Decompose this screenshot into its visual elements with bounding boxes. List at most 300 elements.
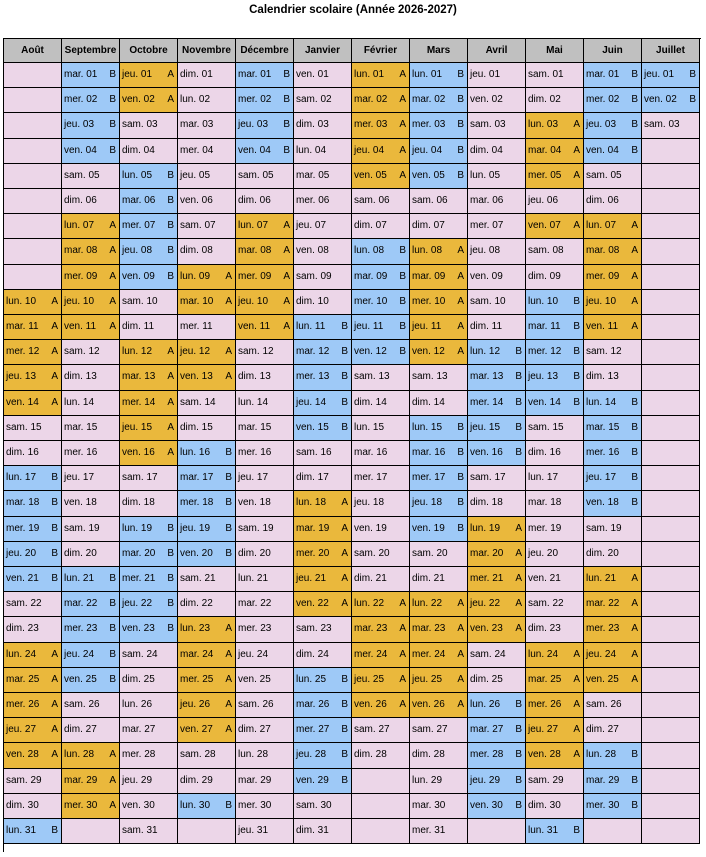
day-label: mer. 02 [586,94,620,106]
day-label: mar. 05 [296,169,330,181]
day-cell [410,466,468,491]
day-label: mar. 18 [6,497,40,509]
day-label: jeu. 08 [470,245,501,257]
day-cell [526,315,584,340]
zone-badge: A [51,321,58,332]
day-label: jeu. 17 [586,472,617,484]
day-cell [352,743,410,768]
day-label: sam. 22 [528,598,564,610]
zone-badge: A [341,573,348,584]
day-label: ven. 11 [64,321,97,332]
day-label: jeu. 31 [238,825,269,836]
zone-badge: B [399,295,406,307]
day-cell [410,643,468,668]
day-label: mer. 24 [412,648,446,660]
day-cell [178,441,236,466]
day-cell [178,491,236,516]
day-label: mer. 31 [412,825,446,836]
day-cell [294,113,352,138]
day-cell [584,365,642,390]
day-label: mer. 23 [64,623,98,635]
month-header: Septembre [62,39,120,63]
day-label: dim. 13 [238,371,271,383]
zone-badge: A [515,522,522,534]
day-cell [178,290,236,315]
day-cell [642,643,700,668]
zone-badge: A [225,648,232,660]
day-label: mar. 08 [64,245,98,257]
day-cell [62,265,120,290]
day-cell [642,617,700,642]
zone-badge: A [399,169,406,181]
day-cell [236,643,294,668]
day-cell [584,491,642,516]
day-label: sam. 14 [180,396,216,408]
day-cell [584,113,642,138]
day-cell [178,315,236,340]
day-label: mer. 11 [180,321,213,332]
day-label: ven. 25 [586,673,619,685]
day-cell [584,164,642,189]
day-label: ven. 02 [644,94,677,106]
day-cell [642,693,700,718]
day-cell [410,416,468,441]
zone-badge: A [51,699,58,710]
day-label: dim. 04 [122,144,155,156]
day-cell [410,542,468,567]
day-label: lun. 08 [412,245,443,257]
day-cell [642,113,700,138]
zone-badge: B [515,421,522,433]
zone-badge: A [341,547,348,559]
day-cell [294,441,352,466]
day-label: mar. 09 [412,270,446,282]
day-cell [62,617,120,642]
day-cell [642,416,700,441]
day-label: mar. 25 [528,673,562,685]
day-label: jeu. 13 [6,371,37,383]
day-label: ven. 16 [122,447,155,458]
month-header: Août [4,39,62,63]
zone-badge: A [399,648,406,660]
day-cell [352,391,410,416]
day-cell [294,315,352,340]
day-cell [62,668,120,693]
day-label: ven. 14 [528,396,561,408]
day-label: dim. 08 [180,245,213,257]
day-cell [352,542,410,567]
day-label: jeu. 29 [470,774,501,786]
day-cell [120,718,178,743]
zone-badge: A [341,522,348,534]
day-label: dim. 13 [586,371,619,383]
day-label: ven. 08 [296,245,329,257]
day-label: lun. 15 [354,421,385,433]
day-cell [410,315,468,340]
zone-badge: B [631,774,638,786]
day-label: dim. 02 [528,94,561,106]
day-label: lun. 24 [6,648,37,660]
day-cell [4,668,62,693]
day-label: ven. 04 [586,144,619,156]
day-cell [584,315,642,340]
day-cell [294,214,352,239]
month-column [294,39,352,852]
day-cell [236,441,294,466]
day-cell [352,592,410,617]
day-label: ven. 29 [296,774,329,786]
day-cell [62,491,120,516]
day-label: mer. 10 [412,295,446,307]
zone-badge: B [341,346,348,358]
day-label: jeu. 17 [64,472,95,484]
day-cell [4,592,62,617]
day-cell [642,290,700,315]
day-label: mar. 03 [180,119,214,131]
zone-badge: A [457,321,464,332]
day-label: jeu. 24 [64,648,95,660]
day-cell [526,743,584,768]
day-label: jeu. 10 [238,295,269,307]
zone-badge: B [631,497,638,509]
day-cell [4,265,62,290]
zone-badge: A [631,673,638,685]
day-cell [120,214,178,239]
day-label: ven. 01 [296,69,329,80]
day-cell [236,819,294,844]
day-label: sam. 10 [122,295,158,307]
day-cell [178,164,236,189]
day-label: sam. 12 [238,346,274,358]
zone-badge: B [167,573,174,584]
day-label: ven. 30 [122,799,155,811]
day-label: ven. 19 [412,522,445,534]
day-cell [468,340,526,365]
day-label: mar. 01 [238,69,272,80]
day-label: dim. 11 [122,321,155,332]
day-label: mer. 12 [528,346,562,358]
day-cell [352,769,410,794]
day-cell [410,617,468,642]
day-label: dim. 04 [470,144,503,156]
day-cell [62,340,120,365]
day-label: dim. 27 [64,724,97,736]
day-cell [236,365,294,390]
day-label: mar. 02 [412,94,446,106]
day-label: sam. 26 [64,699,100,710]
day-cell [178,743,236,768]
zone-badge: A [283,295,290,307]
zone-badge: B [399,346,406,358]
day-label: mer. 14 [122,396,156,408]
day-label: lun. 08 [354,245,385,257]
day-cell [4,189,62,214]
day-label: ven. 19 [354,522,387,534]
day-label: mer. 04 [180,144,214,156]
day-cell [178,718,236,743]
day-label: jeu. 12 [180,346,211,358]
zone-badge: B [631,396,638,408]
day-cell [178,643,236,668]
day-label: dim. 29 [180,774,213,786]
day-cell [294,88,352,113]
zone-badge: B [51,573,58,584]
zone-badge: B [515,699,522,710]
day-label: lun. 24 [528,648,559,660]
day-label: ven. 20 [180,547,213,559]
day-cell [642,88,700,113]
zone-badge: A [457,598,464,610]
day-label: jeu. 10 [64,295,95,307]
day-label: sam. 29 [528,774,564,786]
day-label: mer. 27 [296,724,330,736]
day-label: jeu. 05 [180,169,211,181]
day-cell [584,517,642,542]
day-label: dim. 14 [412,396,445,408]
day-cell [410,769,468,794]
day-label: jeu. 04 [412,144,443,156]
day-cell [352,416,410,441]
day-cell [236,63,294,88]
day-label: jeu. 10 [586,295,617,307]
day-label: mer. 25 [180,673,214,685]
day-label: ven. 21 [6,573,39,584]
zone-badge: A [399,119,406,131]
day-label: sam. 13 [412,371,448,383]
day-label: lun. 14 [238,396,269,408]
day-label: dim. 17 [296,472,329,484]
day-label: ven. 02 [122,94,155,106]
month-column [410,39,468,852]
zone-badge: B [631,749,638,761]
day-label: ven. 26 [412,699,445,710]
day-cell [178,63,236,88]
day-label: lun. 29 [412,774,443,786]
day-label: jeu. 11 [354,321,384,332]
day-cell [294,617,352,642]
day-cell [352,164,410,189]
day-cell [642,441,700,466]
day-cell [642,491,700,516]
zone-badge: B [631,447,638,458]
zone-badge: B [573,825,580,836]
zone-badge: A [573,648,580,660]
zone-badge: B [515,749,522,761]
day-cell [584,743,642,768]
day-label: ven. 11 [238,321,271,332]
day-label: sam. 01 [528,69,564,80]
day-label: ven. 27 [180,724,213,736]
day-cell [642,592,700,617]
day-label: sam. 20 [354,547,390,559]
day-cell [236,668,294,693]
day-label: mer. 19 [528,522,562,534]
day-cell [584,416,642,441]
day-cell [352,718,410,743]
zone-badge: A [51,749,58,761]
zone-badge: B [167,522,174,534]
day-label: mar. 13 [470,371,504,383]
day-cell [352,113,410,138]
month-column [468,39,526,852]
day-label: lun. 03 [528,119,559,131]
day-cell [526,265,584,290]
day-label: dim. 25 [470,673,503,685]
day-cell [468,265,526,290]
day-label: dim. 07 [354,220,387,232]
day-cell [352,290,410,315]
day-label: ven. 30 [470,799,503,811]
day-cell [4,466,62,491]
day-label: jeu. 20 [528,547,559,559]
day-label: mar. 15 [64,421,98,433]
day-label: mar. 22 [64,598,98,610]
zone-badge: B [341,724,348,736]
zone-badge: A [109,749,116,761]
day-cell [178,517,236,542]
month-column [178,39,236,852]
day-label: lun. 01 [354,69,385,80]
day-label: lun. 02 [180,94,211,106]
zone-badge: A [109,270,116,282]
day-cell [178,567,236,592]
day-label: mer. 03 [354,119,388,131]
day-label: sam. 16 [296,447,332,458]
zone-badge: A [225,699,232,710]
zone-badge: A [515,598,522,610]
day-label: sam. 31 [122,825,158,836]
day-label: dim. 16 [6,447,39,458]
day-label: sam. 06 [354,195,390,206]
day-label: sam. 05 [586,169,622,181]
day-cell [236,743,294,768]
zone-badge: B [515,371,522,383]
day-cell [294,416,352,441]
zone-badge: B [457,119,464,131]
day-label: sam. 05 [238,169,274,181]
day-cell [294,491,352,516]
day-cell [468,441,526,466]
day-label: mer. 10 [354,295,388,307]
zone-badge: A [631,220,638,232]
day-cell [178,416,236,441]
day-cell [526,769,584,794]
day-label: sam. 20 [412,547,448,559]
zone-badge: B [399,321,406,332]
day-label: dim. 14 [354,396,387,408]
day-label: sam. 02 [296,94,332,106]
zone-badge: B [457,497,464,509]
day-cell [62,113,120,138]
day-cell [294,365,352,390]
zone-badge: B [225,497,232,509]
zone-badge: A [109,799,116,811]
day-label: sam. 29 [6,774,42,786]
day-cell [468,592,526,617]
day-cell [62,819,120,844]
day-label: jeu. 18 [354,497,385,509]
day-cell [526,113,584,138]
day-label: sam. 06 [412,195,448,206]
day-cell [468,769,526,794]
zone-badge: B [225,472,232,484]
zone-badge: B [341,673,348,685]
day-cell [468,63,526,88]
zone-badge: B [515,724,522,736]
day-cell [236,340,294,365]
day-cell [62,416,120,441]
zone-badge: A [283,220,290,232]
day-label: mar. 25 [6,673,40,685]
day-label: sam. 08 [528,245,564,257]
day-cell [468,743,526,768]
day-cell [4,315,62,340]
day-label: sam. 12 [586,346,622,358]
day-label: ven. 18 [586,497,619,509]
day-label: lun. 14 [586,396,617,408]
day-cell [352,617,410,642]
day-label: jeu. 03 [586,119,617,131]
day-cell [584,63,642,88]
day-cell [352,315,410,340]
day-label: mar. 06 [470,195,504,206]
day-cell [4,643,62,668]
zone-badge: A [573,119,580,131]
day-cell [468,668,526,693]
day-cell [4,617,62,642]
day-cell [468,693,526,718]
day-label: lun. 10 [6,295,37,307]
day-cell [120,189,178,214]
day-cell [410,517,468,542]
day-label: dim. 27 [238,724,271,736]
zone-badge: A [515,573,522,584]
day-cell [526,567,584,592]
zone-badge: B [457,144,464,156]
day-label: sam. 24 [122,648,158,660]
day-cell [4,391,62,416]
day-label: lun. 26 [470,699,501,710]
day-label: sam. 26 [238,699,274,710]
day-cell [526,517,584,542]
day-label: dim. 20 [64,547,97,559]
zone-badge: A [631,245,638,257]
day-label: mar. 20 [470,547,504,559]
zone-badge: A [283,245,290,257]
day-cell [352,567,410,592]
day-label: mar. 11 [6,321,39,332]
zone-badge: A [631,321,638,332]
day-label: mer. 03 [412,119,446,131]
day-cell [584,693,642,718]
day-cell [178,340,236,365]
day-cell [120,794,178,819]
day-label: lun. 11 [296,321,326,332]
day-cell [4,441,62,466]
day-cell [4,542,62,567]
day-label: mer. 07 [470,220,504,232]
day-label: mar. 30 [412,799,446,811]
day-cell [120,265,178,290]
zone-badge: A [631,598,638,610]
day-label: jeu. 14 [296,396,327,408]
day-cell [352,88,410,113]
day-cell [178,265,236,290]
day-cell [410,88,468,113]
zone-badge: A [399,623,406,635]
day-cell [120,88,178,113]
day-label: jeu. 26 [180,699,211,710]
